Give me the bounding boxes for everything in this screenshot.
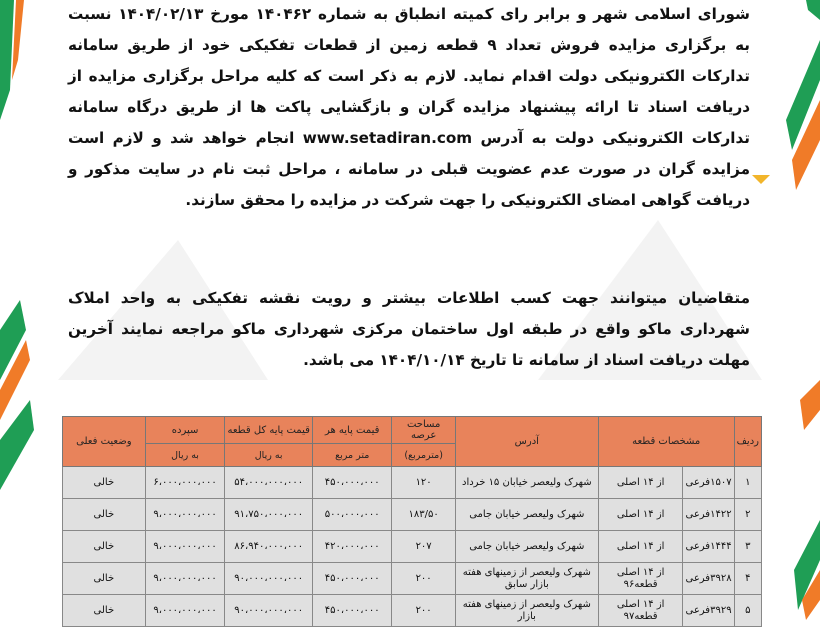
cell-address: شهرک ولیعصر از زمینهای هفته بازار: [455, 595, 598, 627]
cell-plot: ۱۵۰۷فرعی: [683, 467, 734, 499]
right-decorative-stripes: [762, 0, 820, 620]
cell-row: ۵: [734, 595, 761, 627]
header-plot-specs: مشخصات قطعه: [598, 417, 734, 467]
cell-address: شهرک ولیعصر خیابان ۱۵ خرداد: [455, 467, 598, 499]
left-decorative-stripes: [0, 0, 58, 620]
header-area-unit: (مترمربع): [392, 444, 455, 467]
cell-area: ۱۲۰: [392, 467, 455, 499]
cell-base-total: ۵۴،۰۰۰،۰۰۰،۰۰۰: [225, 467, 313, 499]
announcement-paragraph: شورای اسلامی شهر و برابر رای کمیته انطباق به شماره ۱۴۰۴۶۲ مورخ ۱۴۰۴/۰۲/۱۳ نسبت به برگزاری مزایده فروش تعداد ۹ قطعه زمین از قطعات تفکیکی خود از طریق سامانه تدارکات الکترونیکی دولت اقدام نماید. لازم به ذکر است که کلیه مراحل برگزاری مزایده از دریافت اسناد تا ارائه پیشنهاد مزایده گران و بازگشایی پاکت ها از طریق درگاه سامانه تدارکات الکترونیکی دولت به آدرس www.setadiran.com انجام خواهد شد و لازم است مزایده گران در صورت عدم عضویت قبلی در سامانه ، مراحل ثبت نام در سایت مذکور و دریافت گواهی امضای الکترونیکی را جهت شرکت در مزایده را محقق سازند.: [68, 5, 750, 209]
cell-address: شهرک ولیعصر خیابان جامی: [455, 531, 598, 563]
header-base-price-total: قیمت پایه کل قطعه: [225, 417, 313, 444]
cell-area: ۱۸۳/۵۰: [392, 499, 455, 531]
cell-of: از ۱۴ اصلی قطعه۹۶: [598, 563, 683, 595]
table-row: [63, 467, 762, 499]
cell-status: خالی: [63, 531, 146, 563]
header-area: مساحت عرصه: [392, 417, 455, 444]
header-deposit-unit: به ریال: [145, 444, 225, 467]
cell-base-per-meter: ۴۲۰،۰۰۰،۰۰۰: [312, 531, 391, 563]
cell-of: از ۱۴ اصلی: [598, 499, 683, 531]
header-status: وضعیت فعلی: [63, 417, 146, 467]
cell-row: ۳: [734, 531, 761, 563]
cell-deposit: ۹،۰۰۰،۰۰۰،۰۰۰: [145, 499, 225, 531]
header-row-number: ردیف: [734, 417, 761, 467]
table-row: [63, 531, 762, 563]
table-row: [63, 595, 762, 627]
contact-paragraph: متقاضیان میتوانند جهت کسب اطلاعات بیشتر و رویت نقشه تفکیکی به واحد املاک شهرداری ماکو واقع در طبقه اول ساختمان مرکزی شهرداری ماکو مراجعه نمایند آخرین مهلت دریافت اسناد از سامانه تا تاریخ ۱۴۰۴/۱۰/۱۴ می باشد.: [68, 289, 750, 369]
cell-deposit: ۹،۰۰۰،۰۰۰،۰۰۰: [145, 595, 225, 627]
cell-base-per-meter: ۴۵۰،۰۰۰،۰۰۰: [312, 467, 391, 499]
header-address: آدرس: [455, 417, 598, 467]
cell-area: ۲۰۰: [392, 563, 455, 595]
cell-status: خالی: [63, 563, 146, 595]
cell-row: ۴: [734, 563, 761, 595]
table-row: [63, 563, 762, 595]
cell-plot: ۱۴۲۲فرعی: [683, 499, 734, 531]
cell-address: شهرک ولیعصر از زمینهای هفته بازار سابق: [455, 563, 598, 595]
cell-area: ۲۰۷: [392, 531, 455, 563]
cell-base-total: ۹۰،۰۰۰،۰۰۰،۰۰۰: [225, 595, 313, 627]
cell-address: شهرک ولیعصر خیابان جامی: [455, 499, 598, 531]
cell-row: ۲: [734, 499, 761, 531]
cell-status: خالی: [63, 595, 146, 627]
cell-base-total: ۹۱،۷۵۰،۰۰۰،۰۰۰: [225, 499, 313, 531]
cell-row: ۱: [734, 467, 761, 499]
cell-area: ۲۰۰: [392, 595, 455, 627]
cell-base-per-meter: ۴۵۰،۰۰۰،۰۰۰: [312, 563, 391, 595]
cell-deposit: ۹،۰۰۰،۰۰۰،۰۰۰: [145, 563, 225, 595]
cell-status: خالی: [63, 499, 146, 531]
cell-of: از ۱۴ اصلی: [598, 531, 683, 563]
land-lots-table: [62, 416, 762, 627]
header-base-per-meter-unit: متر مربع: [312, 444, 391, 467]
header-base-total-unit: به ریال: [225, 444, 313, 467]
cell-status: خالی: [63, 467, 146, 499]
cell-deposit: ۹،۰۰۰،۰۰۰،۰۰۰: [145, 531, 225, 563]
table-row: [63, 499, 762, 531]
cell-deposit: ۶،۰۰۰،۰۰۰،۰۰۰: [145, 467, 225, 499]
cell-base-per-meter: ۵۰۰،۰۰۰،۰۰۰: [312, 499, 391, 531]
cell-plot: ۱۴۴۴فرعی: [683, 531, 734, 563]
cell-plot: ۳۹۲۸فرعی: [683, 563, 734, 595]
header-base-price-per-meter: قیمت پایه هر: [312, 417, 391, 444]
yellow-arrow-marker: [752, 175, 770, 184]
cell-base-per-meter: ۴۵۰،۰۰۰،۰۰۰: [312, 595, 391, 627]
cell-base-total: ۹۰،۰۰۰،۰۰۰،۰۰۰: [225, 563, 313, 595]
header-deposit: سپرده: [145, 417, 225, 444]
cell-of: از ۱۴ اصلی: [598, 467, 683, 499]
cell-base-total: ۸۶،۹۴۰،۰۰۰،۰۰۰: [225, 531, 313, 563]
cell-of: از ۱۴ اصلی قطعه۹۷: [598, 595, 683, 627]
cell-plot: ۳۹۲۹فرعی: [683, 595, 734, 627]
